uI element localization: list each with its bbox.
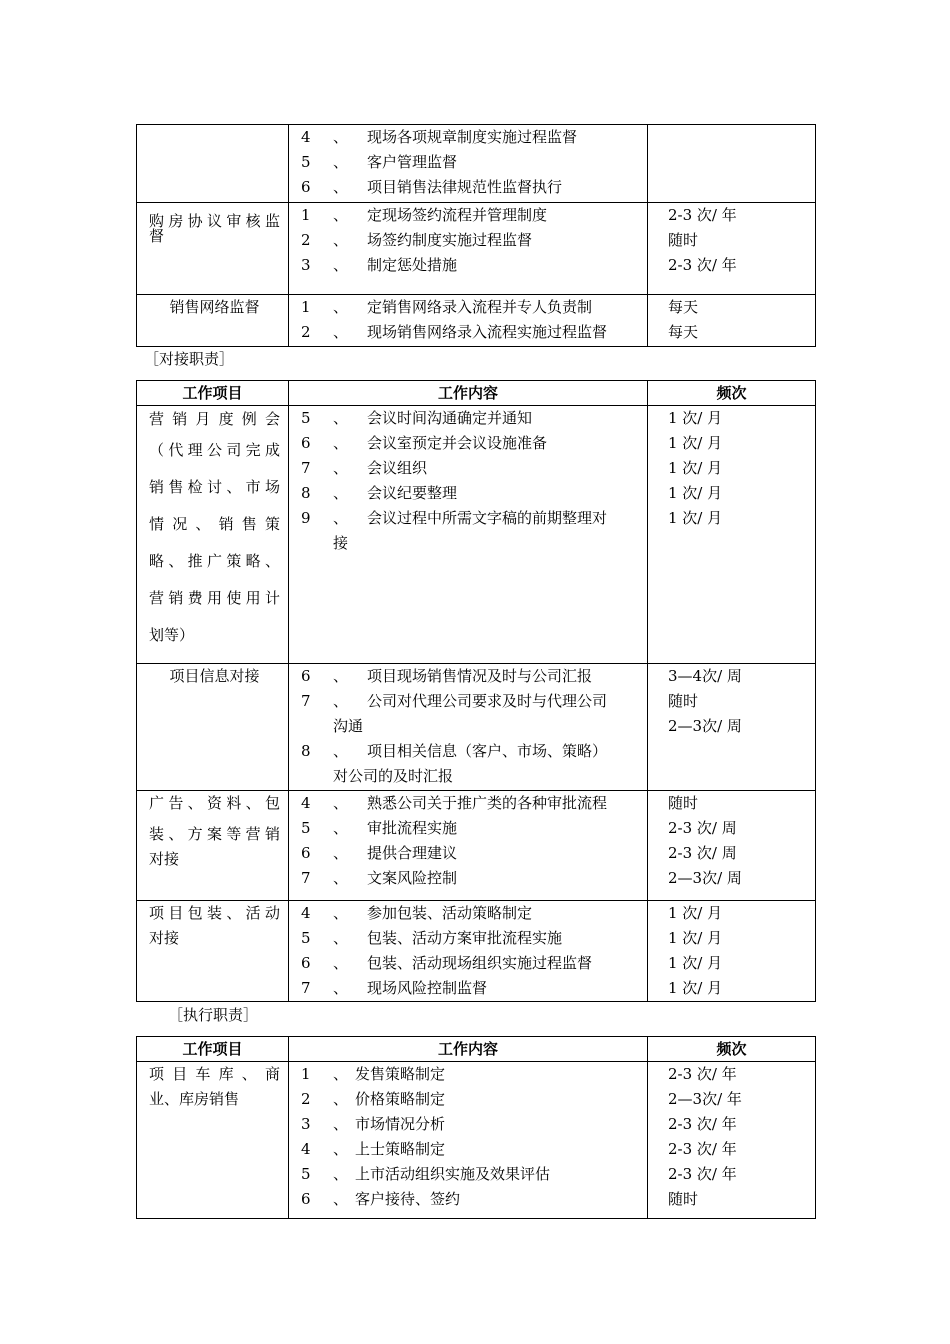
text: 2-3 次/ 周 (668, 819, 737, 837)
freq-cell (648, 125, 816, 203)
text: 、 (333, 484, 349, 502)
header-freq: 频次 (648, 381, 816, 406)
text: 随时 (668, 692, 699, 710)
text: 略、推广策略、 (149, 552, 280, 570)
list-item (289, 951, 647, 976)
text: 7 (301, 692, 311, 710)
text: 随时 (668, 231, 699, 249)
content-cell (289, 791, 648, 901)
dock-table (136, 380, 816, 1002)
text: 、 (333, 667, 349, 685)
list-item: 3 、 市场情况分析 (289, 1112, 647, 1137)
text: 沟通 (333, 717, 364, 735)
text: 销售检讨、市场 (149, 478, 280, 496)
text: 对公司的及时汇报 (333, 767, 454, 785)
text: 上市活动组织实施及效果评估 (355, 1165, 551, 1183)
text: 6 (301, 667, 311, 685)
text: 、 (333, 409, 349, 427)
text: 2-3 次/ 周 (668, 844, 737, 862)
text: 6 (301, 1190, 311, 1208)
text: 、 (333, 509, 349, 527)
content-cell (289, 664, 648, 791)
freq-cell (648, 664, 816, 791)
list-item (289, 816, 647, 841)
project-cell (137, 664, 289, 791)
content-cell (289, 203, 648, 295)
list-item (289, 150, 647, 175)
header-project: 工作项目 (137, 381, 289, 406)
table-row (137, 664, 816, 791)
text: 提供合理建议 (367, 844, 458, 862)
header-row (137, 381, 816, 406)
text: 5 (301, 1165, 311, 1183)
text: 会议室预定并会议设施准备 (367, 434, 548, 452)
text: 2-3 次/ 年 (668, 1165, 737, 1183)
table-row (137, 901, 816, 1002)
project-cell (137, 791, 289, 901)
text: 1 次/ 月 (668, 509, 723, 527)
text: 业、库房销售 (149, 1090, 240, 1108)
text: 3 (301, 256, 311, 274)
content-cell (289, 406, 648, 664)
text: 1 次/ 月 (668, 929, 723, 947)
text: 1 (301, 1065, 311, 1083)
text: 8 (301, 484, 311, 502)
text: 1 次/ 月 (668, 904, 723, 922)
list-item (289, 791, 647, 816)
text: 7 (301, 869, 311, 887)
exec-table (136, 1036, 816, 1219)
project-cell (137, 901, 289, 1002)
text: 5 (301, 819, 311, 837)
text: 1 次/ 月 (668, 459, 723, 477)
project-cell (137, 295, 289, 347)
text: 2-3 次/ 年 (668, 256, 737, 274)
text: 6 (301, 844, 311, 862)
text: 现场销售网络录入流程实施过程监督 (367, 323, 608, 341)
text: 9 (301, 509, 311, 527)
text: 2 (301, 231, 311, 249)
table-row (137, 203, 816, 295)
text: 、 (333, 231, 349, 249)
text: 1 次/ 月 (668, 409, 723, 427)
text: 划等） (149, 626, 195, 644)
text: 、 (333, 819, 349, 837)
text: 、 (333, 178, 349, 196)
text: 公司对代理公司要求及时与代理公司 (367, 692, 608, 710)
text: 3 (301, 1115, 311, 1133)
text: 、 (333, 459, 349, 477)
text: 2-3 次/ 年 (668, 1115, 737, 1133)
text: 现场各项规章制度实施过程监督 (367, 128, 578, 146)
text: 随时 (668, 1190, 699, 1208)
list-item (289, 431, 647, 456)
text: 1 次/ 月 (668, 954, 723, 972)
project-label: 购房协议审核监 (149, 212, 280, 230)
project-cell (137, 125, 289, 203)
text: 4 (301, 904, 311, 922)
table-row (137, 1062, 816, 1219)
text: 每天 (668, 323, 699, 341)
text: 、 (333, 979, 349, 997)
text: 、 (333, 206, 349, 224)
freq-cell (648, 901, 816, 1002)
text: 项目包装、活动 (149, 904, 280, 922)
text: 7 (301, 459, 311, 477)
text: 、 (333, 323, 349, 341)
text: 1 (301, 298, 311, 316)
text: （代理公司完成 (149, 441, 280, 459)
project-label: 销售网络监督 (169, 298, 260, 316)
text: 对接 (149, 929, 180, 947)
list-item: 5 、 上市活动组织实施及效果评估 (289, 1162, 647, 1187)
table-row (137, 295, 816, 347)
text: 客户管理监督 (367, 153, 458, 171)
list-item (289, 841, 647, 866)
text: 、 (333, 794, 349, 812)
text: 2-3 次/ 年 (668, 1140, 737, 1158)
freq-cell (648, 1062, 816, 1219)
text: 随时 (668, 794, 699, 812)
content-cell (289, 125, 648, 203)
text: 2 (301, 323, 311, 341)
table-row (137, 406, 816, 664)
text: 、 (333, 954, 349, 972)
text: 包装、活动方案审批流程实施 (367, 929, 563, 947)
freq-cell (648, 295, 816, 347)
text: 2 (301, 1090, 311, 1108)
text: 1 次/ 月 (668, 484, 723, 502)
text: 项目销售法律规范性监督执行 (367, 178, 563, 196)
list-item (289, 125, 647, 150)
text: 会议过程中所需文字稿的前期整理对 (367, 509, 608, 527)
text: 定现场签约流程并管理制度 (367, 206, 548, 224)
text: 场签约制度实施过程监督 (367, 231, 533, 249)
header-freq: 频次 (648, 1037, 816, 1062)
text: 定销售网络录入流程并专人负责制 (367, 298, 593, 316)
project-label: 督 (149, 227, 165, 245)
text: 3—4次/ 周 (668, 667, 742, 685)
text: 、 (333, 929, 349, 947)
content-cell (289, 295, 648, 347)
text: 、 (333, 904, 349, 922)
project-cell (137, 1062, 289, 1219)
text: 制定惩处措施 (367, 256, 458, 274)
text: 7 (301, 979, 311, 997)
text: 接 (333, 534, 349, 552)
text: 会议纪要整理 (367, 484, 458, 502)
supervision-table (136, 124, 816, 347)
list-item (289, 175, 647, 200)
list-item (289, 739, 647, 764)
table-row (137, 791, 816, 901)
text: 1 次/ 月 (668, 979, 723, 997)
text: 5 (301, 929, 311, 947)
text: 会议组织 (367, 459, 428, 477)
freq-cell (648, 791, 816, 901)
header-project: 工作项目 (137, 1037, 289, 1062)
list-item (289, 253, 647, 278)
content-cell (289, 901, 648, 1002)
text: 客户接待、签约 (355, 1190, 461, 1208)
list-item: 2 、 价格策略制定 (289, 1087, 647, 1112)
text: 市场情况分析 (355, 1115, 446, 1133)
list-item (289, 320, 647, 345)
text: 营销费用使用计 (149, 589, 280, 607)
text: 项目现场销售情况及时与公司汇报 (367, 667, 593, 685)
text: 现场风险控制监督 (367, 979, 488, 997)
list-item (289, 689, 647, 714)
text: 审批流程实施 (367, 819, 458, 837)
list-item: 4 、 上士策略制定 (289, 1137, 647, 1162)
text: 、 (333, 153, 349, 171)
text: 6 (301, 178, 311, 196)
text: 2—3次/ 周 (668, 869, 742, 887)
text: 2-3 次/ 年 (668, 1065, 737, 1083)
text: 2—3次/ 年 (668, 1090, 742, 1108)
text: 价格策略制定 (355, 1090, 446, 1108)
list-item (289, 926, 647, 951)
text: 、 (333, 128, 349, 146)
list-item (289, 901, 647, 926)
list-item (289, 406, 647, 431)
text: 1 (301, 206, 311, 224)
content-cell (289, 1062, 648, 1219)
text: 1 次/ 月 (668, 434, 723, 452)
text: 6 (301, 954, 311, 972)
text: 2-3 次/ 年 (668, 206, 737, 224)
list-item (289, 664, 647, 689)
text: 上士策略制定 (355, 1140, 446, 1158)
text: 4 (301, 128, 311, 146)
text: 、 (333, 298, 349, 316)
text: 对接 (149, 850, 180, 868)
list-item (289, 481, 647, 506)
text: 参加包装、活动策略制定 (367, 904, 533, 922)
list-item (289, 976, 647, 1001)
section-heading-exec: ［执行职责］ (168, 1006, 259, 1024)
list-item (289, 866, 647, 891)
list-item (289, 456, 647, 481)
list-item (289, 295, 647, 320)
project-cell (137, 203, 289, 295)
text: 、 (333, 742, 349, 760)
text: 包装、活动现场组织实施过程监督 (367, 954, 593, 972)
text: 装、方案等营销 (149, 825, 280, 843)
text: 会议时间沟通确定并通知 (367, 409, 533, 427)
text: 、 (333, 692, 349, 710)
text: 项目相关信息（客户、市场、策略） (367, 742, 608, 760)
text: 2—3次/ 周 (668, 717, 742, 735)
text: 项目信息对接 (169, 667, 260, 685)
text: 5 (301, 153, 311, 171)
text: 、 (333, 844, 349, 862)
list-item (289, 203, 647, 228)
text: 文案风险控制 (367, 869, 458, 887)
text: 情况、销售策 (149, 515, 280, 533)
text: 4 (301, 794, 311, 812)
list-item (289, 506, 647, 531)
text: 每天 (668, 298, 699, 316)
text: 、 (333, 256, 349, 274)
header-row (137, 1037, 816, 1062)
header-content: 工作内容 (289, 1037, 648, 1062)
text: 、 (333, 434, 349, 452)
freq-cell (648, 203, 816, 295)
text: 6 (301, 434, 311, 452)
text: 营销月度例会 (149, 410, 280, 428)
text: 、 (333, 869, 349, 887)
text: 发售策略制定 (355, 1065, 446, 1083)
header-content: 工作内容 (289, 381, 648, 406)
text: 4 (301, 1140, 311, 1158)
list-item: 6 、 客户接待、签约 (289, 1187, 647, 1212)
list-item (289, 228, 647, 253)
list-item: 1 、 发售策略制定 (289, 1062, 647, 1087)
text: 熟悉公司关于推广类的各种审批流程 (367, 794, 608, 812)
text: 广告、资料、包 (149, 794, 280, 812)
section-heading-dock: ［对接职责］ (144, 350, 235, 368)
project-cell (137, 406, 289, 664)
freq-cell (648, 406, 816, 664)
table-row (137, 125, 816, 203)
text: 项目车库、商 (149, 1065, 280, 1083)
text: 5 (301, 409, 311, 427)
text: 8 (301, 742, 311, 760)
